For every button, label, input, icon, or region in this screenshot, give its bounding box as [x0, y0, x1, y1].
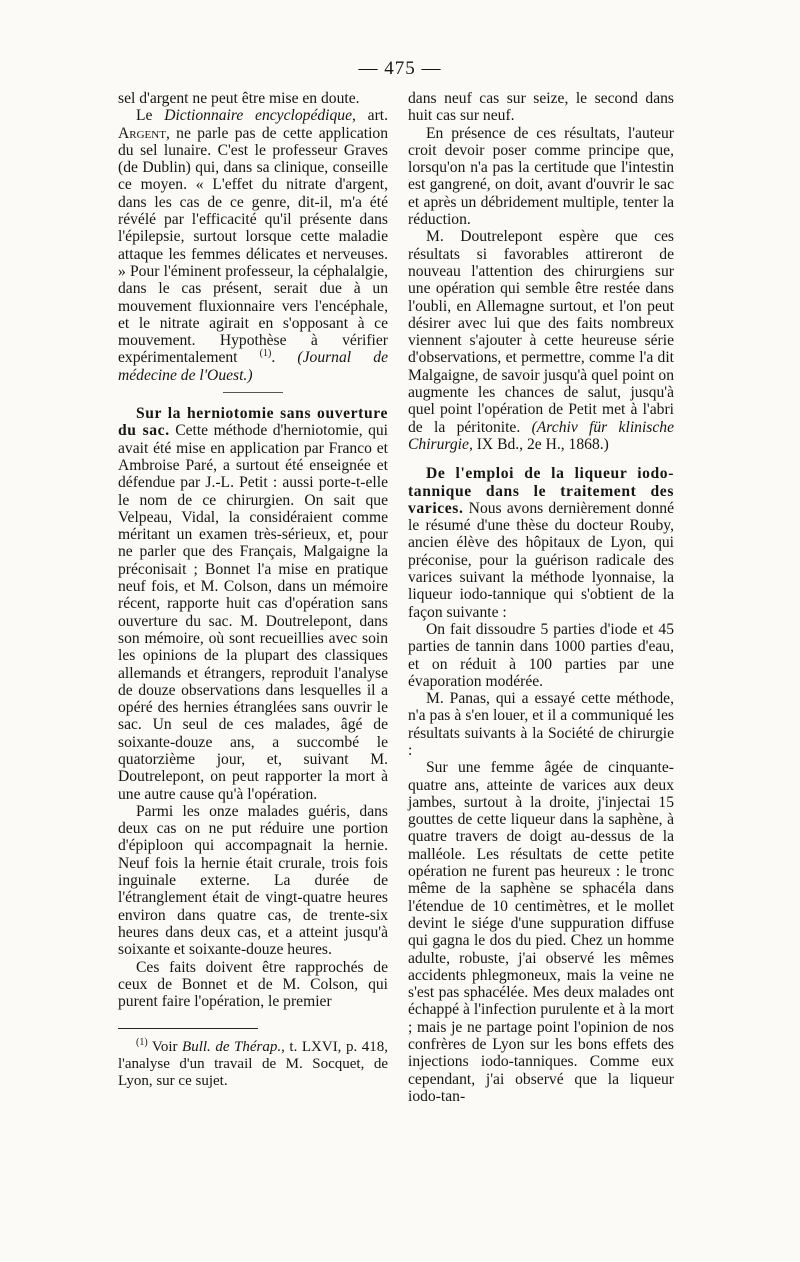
paragraph-principe: En présence de ces résultats, l'auteur croit devoir poser comme principe que, lorsqu'on n'a pas la certitude que l'intestin est gangrené, on doit, avant d'ouvrir le sac et après un débridement multiple, tenter la réduction. — [408, 124, 674, 229]
footnote-ref: (1) — [259, 348, 272, 360]
footnote-mark: (1) — [136, 1037, 148, 1049]
article-name: Argent — [118, 124, 166, 142]
page-number: — 475 — — [358, 58, 442, 79]
left-column — [118, 90, 388, 1090]
text-run: Cette méthode d'herniotomie, qui avait été mise en application par Franco et Ambroise Paré, a surtout été enseignée et défendue par J.-L. Petit : aussi porte-t-elle le nom de ce chirurgien. On sait que Velpeau, Vidal, la considéraient comme méritant un examen très-sérieux, et, pour ne parler que des Français, Malgaigne la préconisait ; Bonnet l'a mise en pratique neuf fois, et M. Colson, dans un mémoire récent, rapporte huit cas d'opération sans ouverture du sac. M. Doutrelepont, dans son mémoire, où sont recueillies avec soin les opinions de la plupart des classiques allemands et étrangers, reproduit l'analyse de douze observations dans lesquelles il a opéré des hernies étranglées sans ouvrir le sac. Un seul de ces malades, âgé de soixante-douze ans, a succombé le quatorzième jour, et, suivant M. Doutrelepont, on peut rapporter la mort à une autre cause qu'à l'opération. — [118, 422, 388, 803]
paragraph-liqueur-iodo-tannique — [408, 465, 674, 621]
text-run: M. Doutrelepont espère que ces résultats si favorables attireront de nouveau l'attention des chirurgiens sur une opération qui semble être restée dans l'oubli, en Allemagne surtout, et l'on peut désirer avec lui que des faits nombreux viennent s'ajouter à cette heureuse série d'observations, et permettre, comme l'a dit Malgaigne, de savoir jusqu'à quel point on augmente les chances de salut, jusqu'à quel point l'opération de Petit met à l'abri de la péritonite. — [408, 228, 674, 436]
paragraph-malades-gueris: Parmi les onze malades guéris, dans deux cas on ne put réduire une portion d'épiploon qui accompagnait la hernie. Neuf fois la hernie était crurale, trois fois inguinale externe. La durée de l'étranglement était de vingt-quatre heures environ dans quatre cas, de trente-six heures dans deux cas, et a atteint jusqu'à soixante et soixante-douze heures. — [118, 802, 388, 959]
paragraph-observations: Sur une femme âgée de cinquante-quatre ans, atteinte de varices aux deux jambes, surtout à la droite, j'injectai 15 gouttes de cette liqueur dans la saphène, à quatre travers de doigt au-dessus de la malléole. Les résultats de cette petite opération ne furent pas heureux : le tronc même de la saphène se sphacéla dans l'étendue de 10 centimètres, et le mollet devint le siége d'une suppuration diffuse qui gagna le dos du pied. Chez un homme adulte, robuste, j'ai observé les mêmes accidents phlegmoneux, mais la veine ne s'est pas sphacélée. Mes deux malades ont échappé à l'infection purulente et à la mort ; mais je ne partage point l'opinion de nos confrères de Lyon sur les bons effets des injections iodo-tanniques. Comme eux cependant, j'ai observé que la liqueur iodo-tan- — [408, 759, 674, 1105]
footnote — [118, 1039, 388, 1090]
section-heading-varices: De l'emploi de la liqueur iodo-tannique dans le traitement des varices. — [408, 465, 674, 517]
footnote-divider — [118, 1028, 258, 1029]
text-run: , IX Bd., 2e H., 1868.) — [468, 435, 609, 453]
text-run: Nous avons dernièrement donné le résumé d'une thèse du docteur Rouby, ancien élève des hôpitaux de Lyon, qui préconise, pour la guérison radicale des varices suivant la méthode lyonnaise, la liqueur iodo-tannique qui s'obtient de la façon suivante : — [408, 499, 674, 621]
text-run: Le — [136, 107, 165, 125]
paragraph-herniotomie — [118, 405, 388, 803]
source-citation-archiv: (Archiv für klinische Chirurgie — [408, 418, 674, 453]
text-run: . — [271, 349, 276, 367]
paragraph-doutrelepont — [408, 228, 674, 453]
text-run: , ne parle pas de cette application du sel lunaire. C'est le professeur Graves (de Dublin) qui, dans sa clinique, conseille ce moyen. « L'effet du nitrate d'argent, dans les cas de ce genre, dit-il, m'a été révélé par l'efficacité qu'il présente dans l'épilepsie, surtout lorsque cette maladie attaque les femmes délicates et nerveuses. » Pour l'éminent professeur, la céphalalgie, dans le cas présent, serait due à un mouvement fluxionnaire vers l'encéphale, et le nitrate agirait en s'opposant à ce mouvement. Hypothèse à vérifier expérimentalement — [118, 124, 388, 367]
paragraph-panas: M. Panas, qui a essayé cette méthode, n'a pas à s'en louer, et il a communiqué les résultats suivants à la Société de chirurgie : — [408, 690, 674, 759]
right-column — [408, 90, 674, 1105]
section-heading-herniotomie: Sur la herniotomie sans ouverture du sac. — [118, 405, 388, 440]
text-run: Voir — [147, 1039, 183, 1056]
source-citation: (Journal de médecine de l'Ouest.) — [118, 349, 388, 384]
paragraph-graves-nitrate — [118, 107, 388, 384]
dictionary-title: Dictionnaire encyclopédique — [164, 107, 353, 125]
paragraph-faits-rapproches: Ces faits doivent être rapprochés de ceux de Bonnet et de M. Colson, qui purent faire l'opération, le premier — [118, 958, 388, 1011]
journal-title: Bull. de Thérap. — [182, 1039, 282, 1056]
paragraph-continuation-right: dans neuf cas sur seize, le second dans huit cas sur neuf. — [408, 90, 674, 125]
text-run: , t. LXVI, p. 418, l'analyse d'un travail de M. Socquet, de Lyon, sur ce sujet. — [118, 1039, 389, 1090]
paragraph-recette: On fait dissoudre 5 parties d'iode et 45 parties de tannin dans 1000 parties d'eau, et on réduit à 100 parties par une évaporation modérée. — [408, 620, 674, 690]
section-divider — [223, 392, 283, 393]
text-run: , art. — [352, 107, 388, 125]
paragraph-continuation: sel d'argent ne peut être mise en doute. — [118, 90, 360, 107]
